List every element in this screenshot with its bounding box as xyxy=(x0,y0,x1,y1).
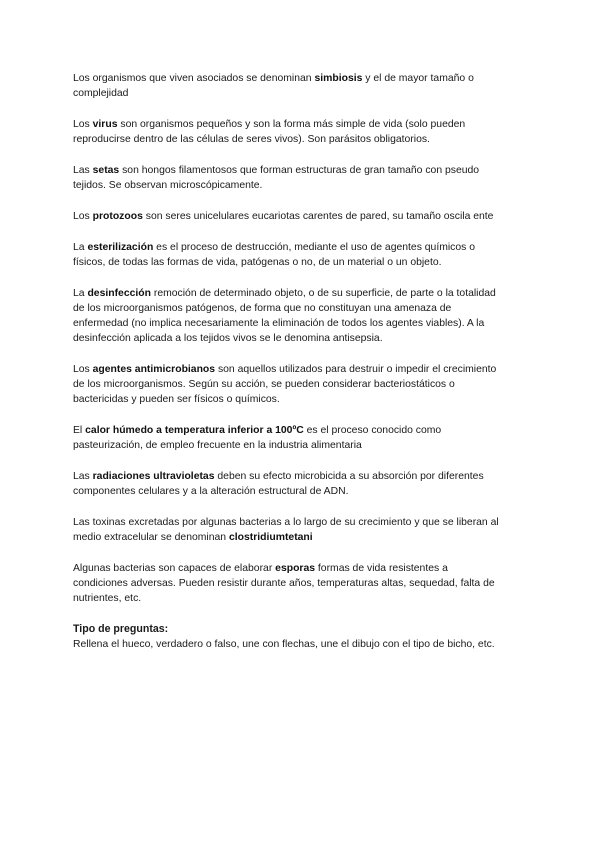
text-run: Las xyxy=(73,165,93,176)
text-run: Los xyxy=(73,211,93,222)
text-run: son seres unicelulares eucariotas carentes de pared, su tamaño oscila ente xyxy=(142,211,494,222)
text-run: Las toxinas excretadas por algunas bacterias a lo largo de su crecimiento y que se liberan al xyxy=(73,517,499,528)
paragraph-line xyxy=(73,132,533,147)
paragraph-line xyxy=(73,561,533,576)
paragraph-line xyxy=(73,423,533,438)
paragraph xyxy=(73,423,533,453)
paragraph xyxy=(73,240,533,270)
text-run: reproducirse dentro de las células de seres vivos). Son parásitos obligatorios. xyxy=(73,134,430,145)
questions-heading: Tipo de preguntas: xyxy=(73,623,169,635)
paragraph-line xyxy=(73,515,533,530)
bold-term: desinfección xyxy=(87,288,151,299)
bold-term: esporas xyxy=(275,563,316,574)
paragraph-line xyxy=(73,117,533,132)
text-run: son aquellos utilizados para destruir o impedir el crecimiento xyxy=(215,364,497,375)
text-run: El xyxy=(73,425,86,436)
paragraph-list xyxy=(73,71,533,606)
paragraph xyxy=(73,515,533,545)
paragraph-line xyxy=(73,286,533,301)
paragraph-line xyxy=(73,178,533,193)
text-run: bactericidas y pueden ser físicos o químicos. xyxy=(73,394,280,405)
bold-term: agentes antimicrobianos xyxy=(92,364,216,375)
text-run: La xyxy=(73,288,88,299)
text-run: es el proceso de destrucción, mediante el uso de agentes químicos o xyxy=(153,242,476,253)
text-run: deben su efecto microbicida a su absorción por diferentes xyxy=(214,471,484,482)
text-run: es el proceso conocido como xyxy=(303,425,442,436)
text-run: nutrientes, etc. xyxy=(73,593,142,604)
paragraph-line xyxy=(73,591,533,606)
bold-term: setas xyxy=(92,165,120,176)
text-run: Algunas bacterias son capaces de elaborar xyxy=(73,563,276,574)
text-run: enfermedad (no implica necesariamente la eliminación de todos los agentes viables). A la xyxy=(73,318,485,329)
paragraph xyxy=(73,469,533,499)
text-run: complejidad xyxy=(73,88,129,99)
bold-term: clostridiumtetani xyxy=(228,532,313,543)
paragraph xyxy=(73,561,533,606)
paragraph-line xyxy=(73,438,533,453)
bold-term: protozoos xyxy=(92,211,143,222)
paragraph-line xyxy=(73,484,533,499)
text-run: La xyxy=(73,242,88,253)
paragraph-line xyxy=(73,576,533,591)
paragraph-line xyxy=(73,362,533,377)
paragraph-line xyxy=(73,163,533,178)
bold-term: esterilización xyxy=(87,242,154,253)
text-run: desinfección aplicada a los tejidos vivos se le denomina antisepsia. xyxy=(73,333,383,344)
paragraph-line xyxy=(73,209,533,224)
paragraph-line xyxy=(73,301,533,316)
paragraph-line xyxy=(73,377,533,392)
paragraph-line xyxy=(73,469,533,484)
paragraph-line xyxy=(73,392,533,407)
text-run: y el de mayor tamaño o xyxy=(362,73,474,84)
paragraph xyxy=(73,209,533,224)
paragraph xyxy=(73,362,533,407)
text-run: de los microorganismos. Según su acción, se pueden considerar bacteriostáticos o xyxy=(73,379,455,390)
text-run: condiciones adversas. Pueden resistir durante años, temperaturas altas, sequedad, falta de xyxy=(73,578,495,589)
text-run: tejidos. Se observan microscópicamente. xyxy=(73,180,263,191)
text-run: físicos, de todas las formas de vida, patógenas o no, de un material o un objeto. xyxy=(73,257,442,268)
text-run: componentes celulares y a la alteración estructural de ADN. xyxy=(73,486,349,497)
paragraph-line xyxy=(73,316,533,331)
paragraph xyxy=(73,117,533,147)
bold-term: calor húmedo a temperatura inferior a 100ºC xyxy=(85,425,304,436)
text-run: remoción de determinado objeto, o de su superficie, de parte o la totalidad xyxy=(150,288,496,299)
paragraph xyxy=(73,286,533,346)
paragraph-line xyxy=(73,255,533,270)
questions-section xyxy=(73,622,533,652)
paragraph-line xyxy=(73,530,533,545)
text-run: Las xyxy=(73,471,93,482)
text-run: pasteurización, de empleo frecuente en la industria alimentaria xyxy=(73,440,362,451)
paragraph xyxy=(73,163,533,193)
bold-term: simbiosis xyxy=(314,73,363,84)
document-body xyxy=(73,71,533,668)
bold-term: radiaciones ultravioletas xyxy=(92,471,215,482)
text-run: Los xyxy=(73,364,93,375)
text-run: medio extracelular se denominan xyxy=(73,532,229,543)
paragraph-line xyxy=(73,86,533,101)
text-run: formas de vida resistentes a xyxy=(315,563,448,574)
text-run: Los xyxy=(73,119,93,130)
text-run: de los microorganismos patógenos, de forma que no constituyan una amenaza de xyxy=(73,303,452,314)
paragraph-line xyxy=(73,331,533,346)
paragraph-line xyxy=(73,240,533,255)
text-run: Los organismos que viven asociados se denominan xyxy=(73,73,315,84)
questions-text: Rellena el hueco, verdadero o falso, une con flechas, une el dibujo con el tipo de bicho, etc. xyxy=(73,639,495,650)
paragraph-line xyxy=(73,71,533,86)
bold-term: virus xyxy=(92,119,118,130)
paragraph xyxy=(73,71,533,101)
text-run: son hongos filamentosos que forman estructuras de gran tamaño con pseudo xyxy=(119,165,480,176)
text-run: son organismos pequeños y son la forma más simple de vida (solo pueden xyxy=(117,119,466,130)
